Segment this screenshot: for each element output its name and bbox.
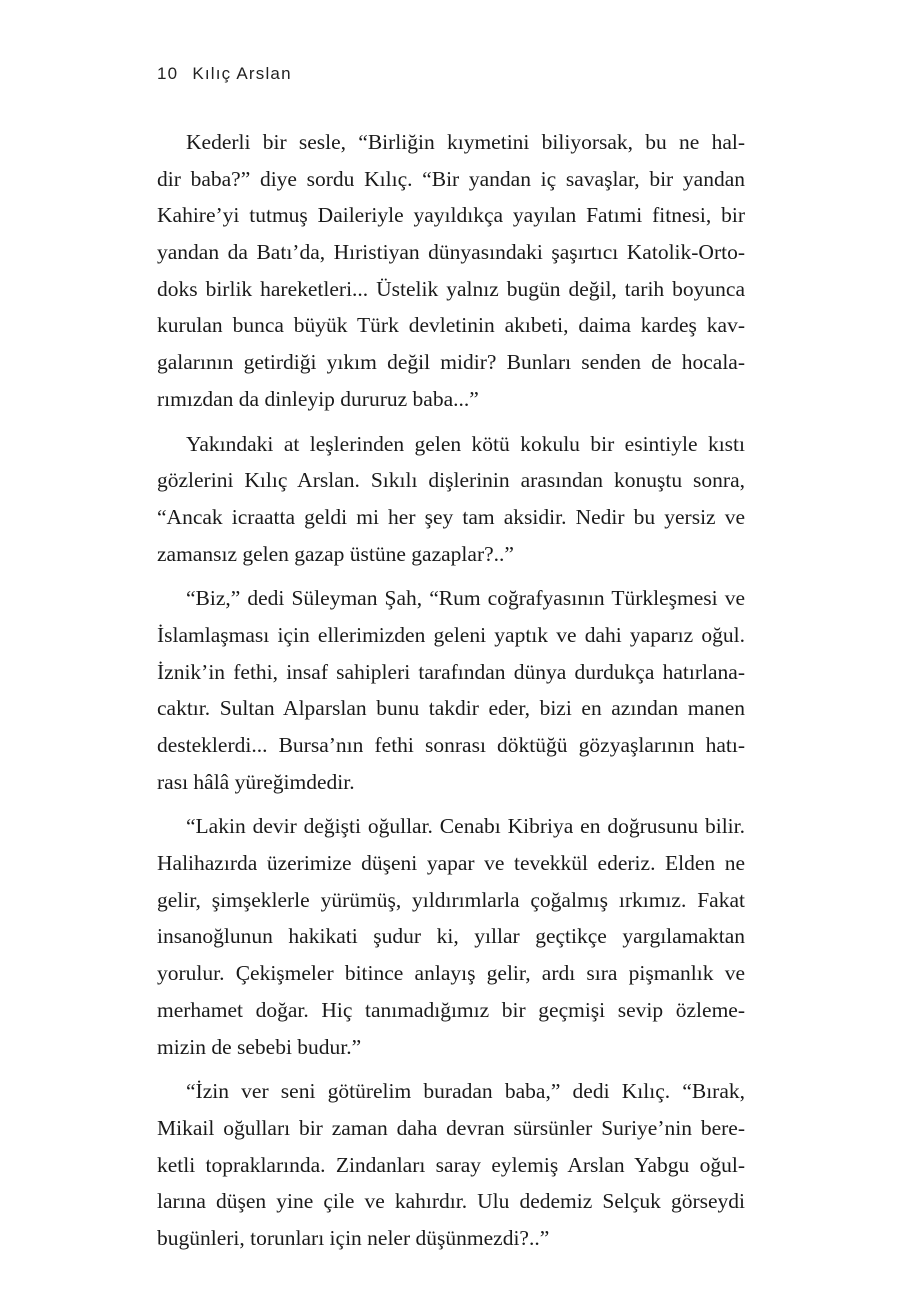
text-line: galarının getirdiği yıkım değil midir? Bunları senden de hocala- bbox=[157, 350, 745, 375]
page-number: 10 bbox=[157, 64, 179, 83]
text-line: Halihazırda üzerimize düşeni yapar ve tevekkül ederiz. Elden ne bbox=[157, 851, 745, 876]
running-head-title: Kılıç Arslan bbox=[192, 64, 292, 83]
text-line: bugünleri, torunları için neler düşünmezdi?..” bbox=[157, 1225, 550, 1250]
text-line: Kahire’yi tutmuş Daileriyle yayıldıkça yayılan Fatımi fitnesi, bir bbox=[157, 203, 745, 228]
text-line: mizin de sebebi budur.” bbox=[157, 1034, 362, 1059]
text-line: ketli topraklarında. Zindanları saray eylemiş Arslan Yabgu oğul- bbox=[157, 1152, 745, 1177]
text-line: “Biz,” dedi Süleyman Şah, “Rum coğrafyasının Türkleşmesi ve bbox=[186, 586, 745, 611]
paragraph bbox=[157, 580, 745, 800]
text-line: desteklerdi... Bursa’nın fethi sonrası döktüğü gözyaşlarının hatı- bbox=[157, 733, 745, 757]
text-line: Yakındaki at leşlerinden gelen kötü kokulu bir esintiyle kıstı bbox=[186, 431, 745, 456]
text-line: gelir, şimşeklerle yürümüş, yıldırımlarla çoğalmış ırkımız. Fakat bbox=[157, 887, 745, 912]
text-line: rımızdan da dinleyip dururuz baba...” bbox=[157, 386, 479, 411]
text-line: “Ancak icraatta geldi mi her şey tam aksidir. Nedir bu yersiz ve bbox=[157, 504, 745, 529]
text-line: İznik’in fethi, insaf sahipleri tarafından dünya durdukça hatırlana- bbox=[157, 659, 745, 684]
text-line: Kederli bir sesle, “Birliğin kıymetini biliyorsak, bu ne hal- bbox=[186, 130, 745, 154]
text-line: larına düşen yine çile ve kahırdır. Ulu dedemiz Selçuk görseydi bbox=[157, 1189, 745, 1214]
text-line: Mikail oğulları bir zaman daha devran sürsünler Suriye’nin bere- bbox=[157, 1115, 745, 1140]
text-line: İslamlaşması için ellerimizden geleni yaptık ve dahi yaparız oğul. bbox=[157, 622, 745, 647]
text-line: kurulan bunca büyük Türk devletinin akıbeti, daima kardeş kav- bbox=[157, 313, 745, 338]
text-line: yandan da Batı’da, Hıristiyan dünyasındaki şaşırtıcı Katolik-Orto- bbox=[157, 240, 745, 265]
paragraph bbox=[157, 426, 745, 573]
text-line: dir baba?” diye sordu Kılıç. “Bir yandan iç savaşlar, bir yandan bbox=[157, 166, 745, 191]
paragraph bbox=[157, 808, 745, 1065]
text-line: merhamet doğar. Hiç tanımadığımız bir geçmişi sevip özleme- bbox=[157, 997, 745, 1022]
text-line: rası hâlâ yüreğimdedir. bbox=[157, 769, 355, 794]
text-body bbox=[157, 124, 745, 1257]
text-line: zamansız gelen gazap üstüne gazaplar?..” bbox=[157, 541, 514, 566]
text-line: doks birlik hareketleri... Üstelik yalnız bugün değil, tarih boyunca bbox=[157, 276, 745, 301]
text-line: caktır. Sultan Alparslan bunu takdir eder, bizi en azından manen bbox=[157, 696, 745, 721]
text-line: gözlerini Kılıç Arslan. Sıkılı dişlerinin arasından konuştu sonra, bbox=[157, 468, 745, 493]
paragraph bbox=[157, 1073, 745, 1256]
paragraph bbox=[157, 124, 745, 418]
text-line: insanoğlunun hakikati şudur ki, yıllar geçtikçe yargılamaktan bbox=[157, 924, 745, 949]
text-line: yorulur. Çekişmeler bitince anlayış gelir, ardı sıra pişmanlık ve bbox=[157, 961, 745, 986]
text-line: “İzin ver seni götürelim buradan baba,” dedi Kılıç. “Bırak, bbox=[186, 1079, 745, 1104]
text-line: “Lakin devir değişti oğullar. Cenabı Kibriya en doğrusunu bilir. bbox=[186, 814, 745, 839]
running-head bbox=[157, 64, 292, 84]
